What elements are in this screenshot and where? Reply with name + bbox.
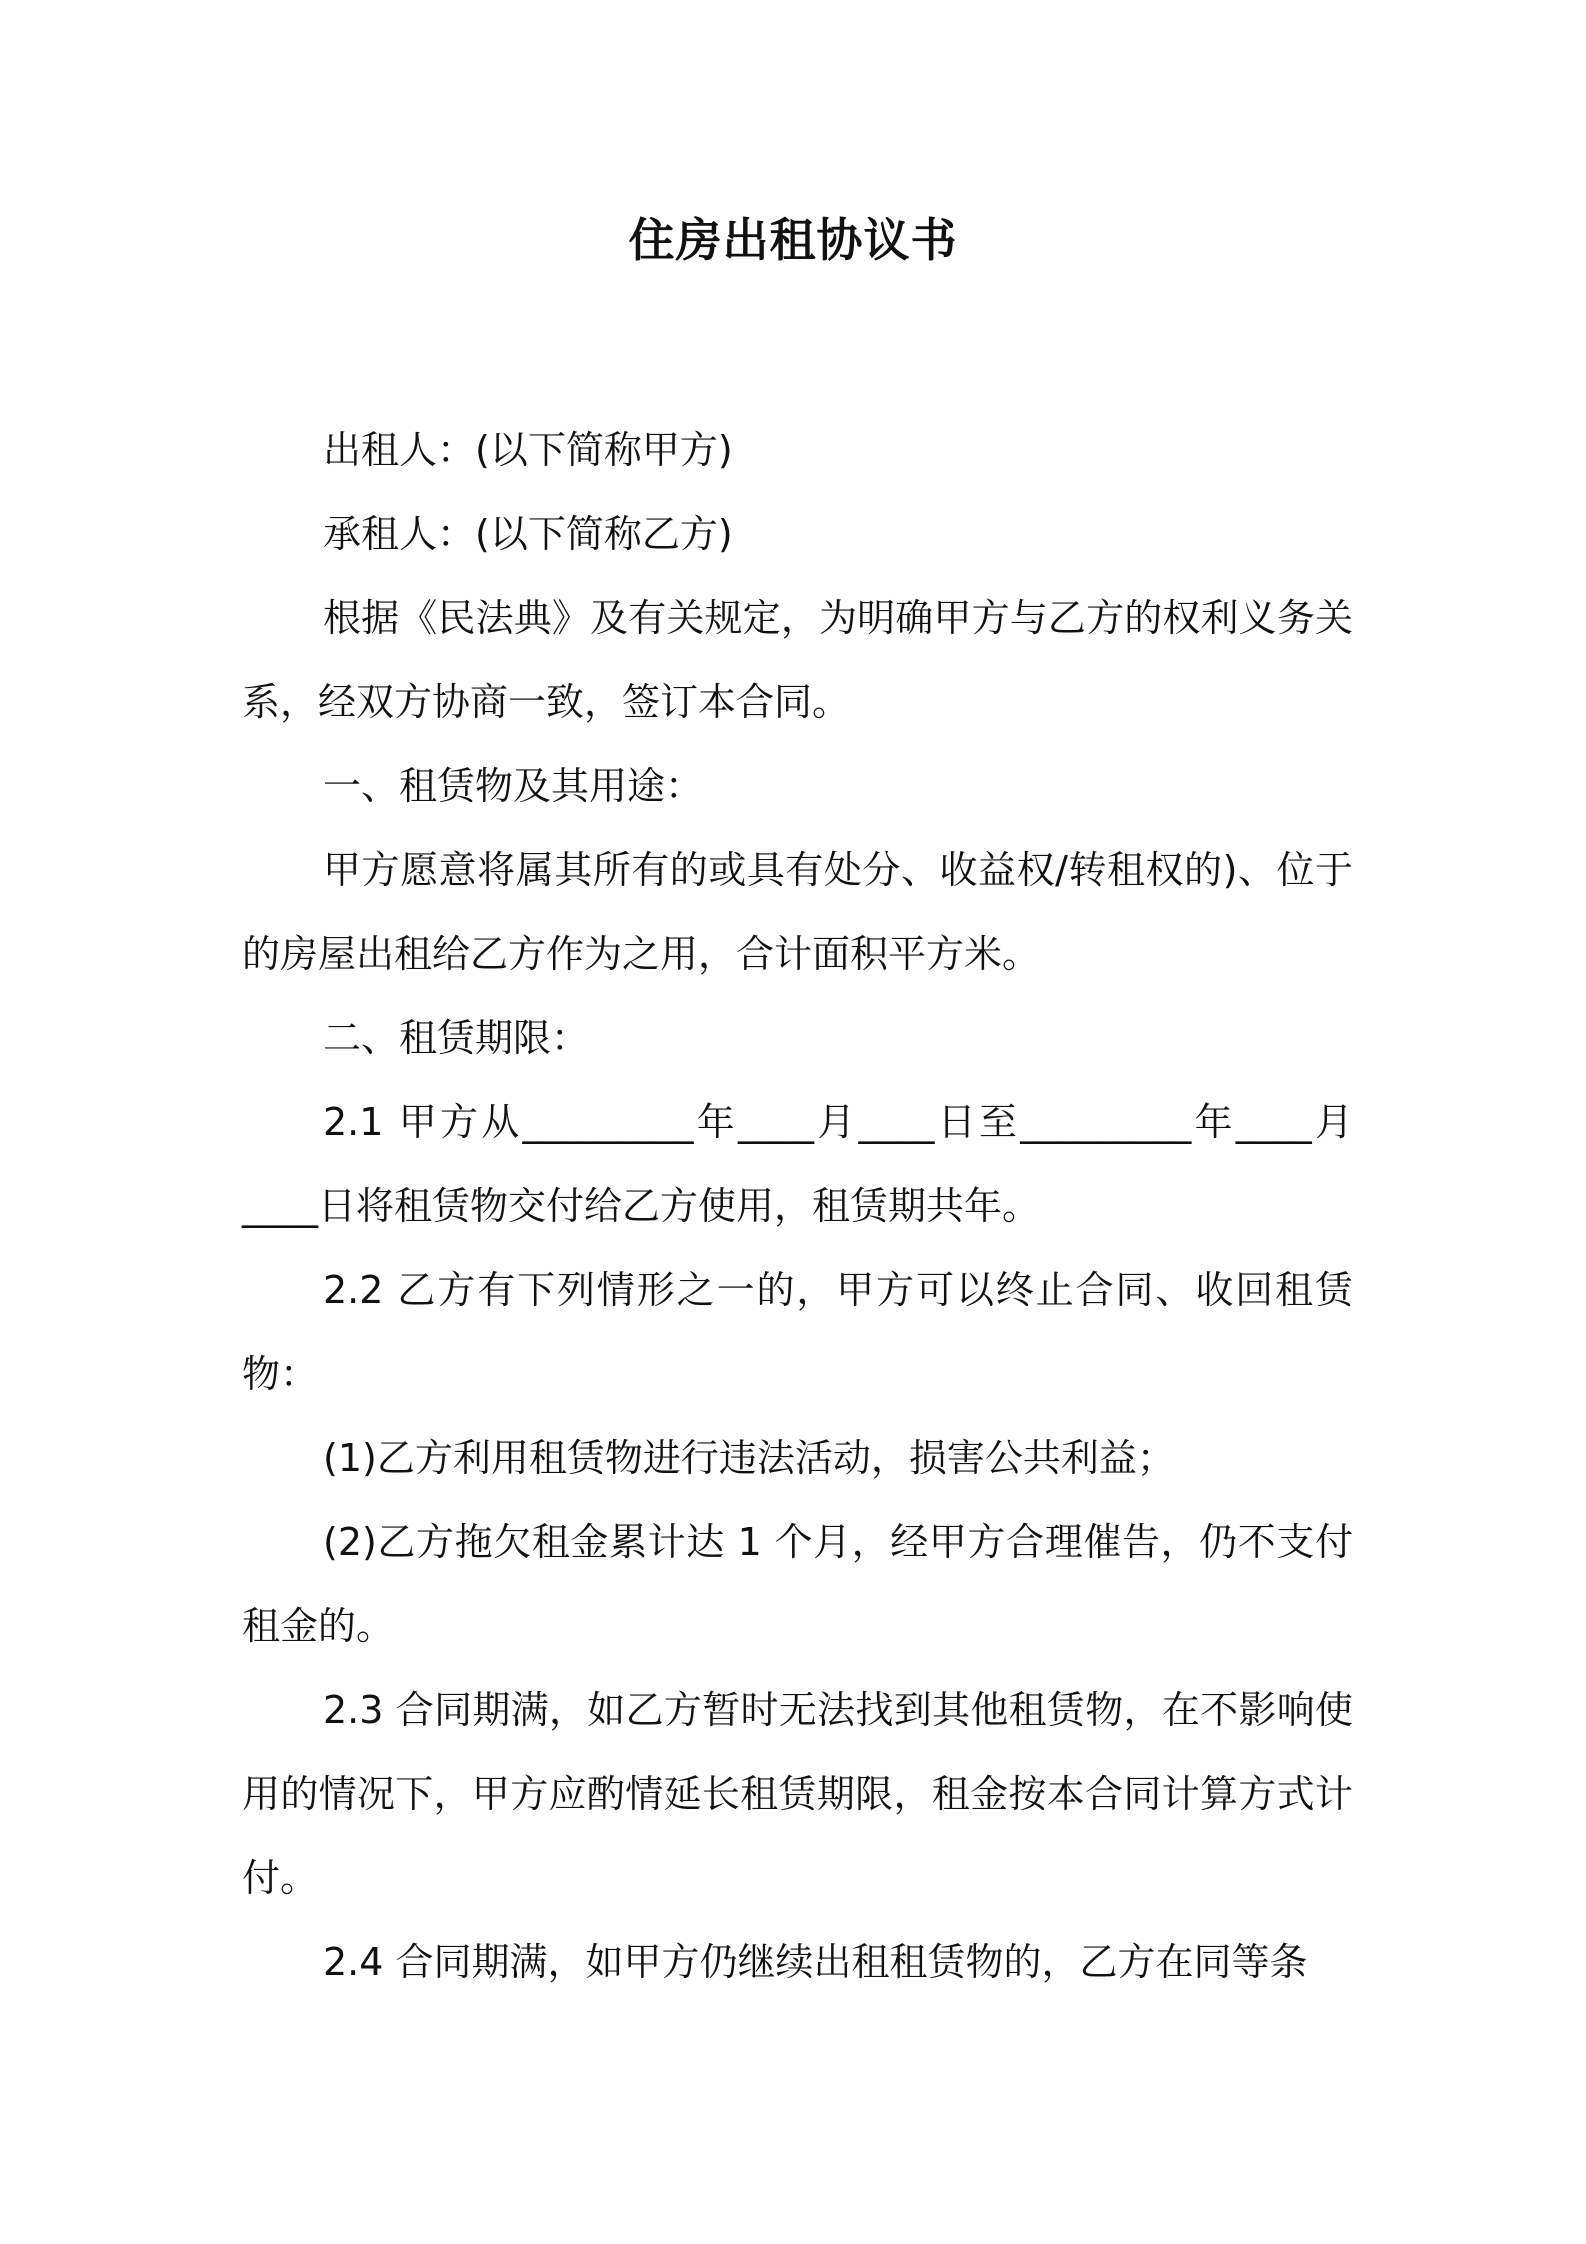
paragraph-lease-object: 甲方愿意将属其所有的或具有处分、收益权/转租权的)、位于的房屋出租给乙方作为之用，合计面积平方米。 [242, 848, 1353, 976]
clause-2-2: 2.2 乙方有下列情形之一的，甲方可以终止合同、收回租赁物： [242, 1268, 1353, 1396]
section-heading-2: 二、租赁期限： [323, 1016, 590, 1060]
document-title: 住房出租协议书 [628, 213, 958, 267]
clause-2-4: 2.4 合同期满，如甲方仍继续出租租赁物的，乙方在同等条 [323, 1940, 1308, 1984]
paragraph-lessor: 出租人：(以下简称甲方) [323, 428, 733, 472]
document-body [242, 408, 1353, 2004]
clause-2-2-item-1: (1)乙方利用租赁物进行违法活动，损害公共利益； [323, 1436, 1175, 1480]
clause-2-1: 2.1 甲方从_________年____月____日至_________年____月____日将租赁物交付给乙方使用，租赁期共年。 [242, 1100, 1353, 1228]
section-heading-1: 一、租赁物及其用途： [323, 764, 704, 808]
clause-2-2-item-2: (2)乙方拖欠租金累计达 1 个月，经甲方合理催告，仍不支付租金的。 [242, 1520, 1353, 1648]
paragraph-lessee: 承租人：(以下简称乙方) [323, 512, 733, 556]
clause-2-3: 2.3 合同期满，如乙方暂时无法找到其他租赁物，在不影响使用的情况下，甲方应酌情延长租赁期限，租金按本合同计算方式计付。 [242, 1688, 1353, 1900]
paragraph-preamble: 根据《民法典》及有关规定，为明确甲方与乙方的权利义务关系，经双方协商一致，签订本合同。 [242, 596, 1353, 724]
